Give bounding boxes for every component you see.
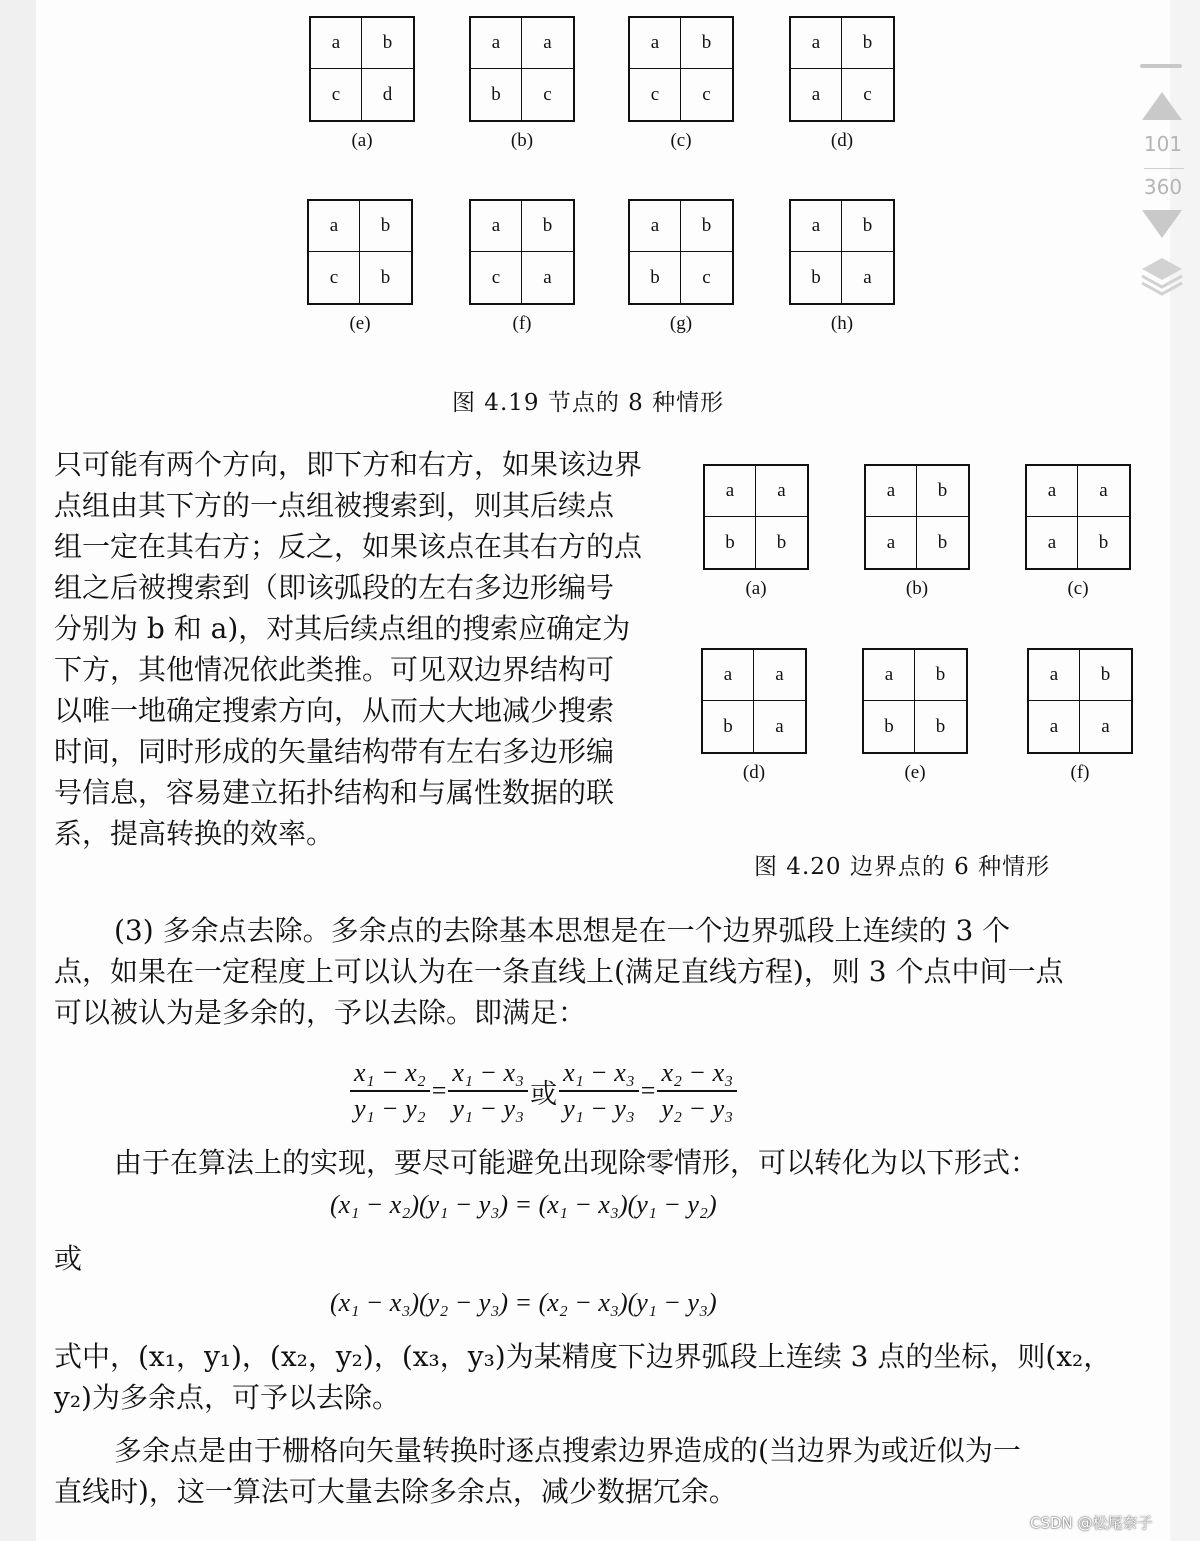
fraction-denominator: y₁ − y₃	[452, 1094, 525, 1123]
grid-cell: c	[702, 266, 711, 288]
grid-label: (e)	[349, 313, 371, 334]
grid-cell: c	[630, 69, 681, 120]
grid-2x2	[789, 16, 895, 122]
text-line: 式中，(x₁，y₁)，(x₂，y₂)，(x₃，y₃)为某精度下边界弧段上连续 3 点的坐标，则(x₂，	[54, 1340, 1112, 1373]
grid-cell: b	[681, 18, 732, 69]
grid-label: (a)	[351, 130, 373, 151]
figure-4-19-caption: 图 4.19 节点的 8 种情形	[452, 390, 725, 416]
text-line: 多余点是由于栅格向矢量转换时逐点搜索边界造成的(当边界为或近似为一	[114, 1434, 1021, 1467]
grid-cell: a	[311, 18, 362, 69]
grid-cell: b	[1080, 650, 1131, 701]
text-line: 号信息，容易建立拓扑结构和与属性数据的联	[54, 776, 615, 809]
text-line: 点，如果在一定程度上可以认为在一条直线上(满足直线方程)，则 3 个点中间一点	[54, 955, 1064, 988]
grid-cell: a	[863, 266, 872, 288]
grid-cell: d	[382, 83, 393, 105]
grid-label: (f)	[1070, 762, 1090, 783]
grid-cell: a	[471, 18, 522, 69]
grid-2x2	[1027, 648, 1133, 754]
text-line: 只可能有两个方向，即下方和右方，如果该边界	[54, 448, 643, 481]
current-page-number: 101	[1143, 132, 1183, 156]
grid-cell: b	[842, 18, 893, 69]
grid-cell: b	[380, 266, 391, 288]
grid-2x2	[864, 464, 970, 570]
grid-cell: a	[791, 18, 842, 69]
grid-2x2	[469, 16, 575, 122]
grid-cell: a	[756, 466, 807, 517]
fraction-1	[350, 1058, 430, 1124]
fraction-2	[448, 1058, 528, 1124]
grid-cell: b	[935, 715, 946, 737]
or-word: 或	[530, 1078, 558, 1110]
page-down-icon[interactable]	[1142, 210, 1182, 238]
grid-cell: a	[754, 650, 805, 701]
grid-label: (a)	[745, 578, 767, 599]
product-formula-1: (x₁ − x₂)(y₁ − y₃) = (x₁ − x₃)(y₁ − y₂)	[330, 1190, 717, 1219]
grid-2x2	[628, 199, 734, 305]
paragraph-2	[54, 910, 1063, 1033]
paragraph-5	[54, 1430, 1021, 1512]
grid-2x2	[307, 199, 413, 305]
grid-cell: a	[705, 466, 756, 517]
grid-cell: b	[791, 252, 842, 303]
grid-cell: b	[360, 201, 411, 252]
grid-cell: a	[1078, 466, 1129, 517]
text-line: 系，提高转换的效率。	[54, 817, 335, 850]
grid-cell: c	[471, 252, 522, 303]
grid-label: (b)	[905, 578, 929, 599]
grid-cell: c	[863, 83, 872, 105]
paragraph-3: 由于在算法上的实现，要尽可能避免出现除零情形，可以转化为以下形式：	[114, 1146, 1039, 1179]
grid-cell: c	[311, 69, 362, 120]
grid-cell: a	[630, 201, 681, 252]
fraction-denominator: y₂ − y₃	[661, 1094, 734, 1123]
grid-cell: b	[630, 252, 681, 303]
grid-cell: b	[1098, 531, 1109, 553]
text-line: 时间，同时形成的矢量结构带有左右多边形编	[54, 735, 615, 768]
paragraph-4	[54, 1336, 1111, 1418]
grid-cell: a	[1029, 701, 1080, 752]
grid-cell: a	[866, 466, 917, 517]
grid-cell: a	[864, 650, 915, 701]
grid-cell: a	[703, 650, 754, 701]
grid-cell: a	[866, 517, 917, 568]
text-line: 可以被认为是多余的，予以去除。即满足：	[54, 996, 587, 1029]
grid-label: (e)	[904, 762, 926, 783]
grid-cell: b	[362, 18, 413, 69]
grid-label: (c)	[670, 130, 692, 151]
grid-label: (d)	[830, 130, 854, 151]
fraction-numerator: x₁ − x₃	[559, 1058, 639, 1092]
text-line: 以唯一地确定搜索方向，从而大大地减少搜索	[54, 694, 615, 727]
scroll-handle[interactable]	[1140, 64, 1182, 68]
grid-cell: b	[471, 69, 522, 120]
product-formula-2: (x₁ − x₃)(y₂ − y₃) = (x₂ − x₃)(y₁ − y₃)	[330, 1288, 717, 1317]
text-line: 下方，其他情况依此类推。可见双边界结构可	[54, 653, 615, 686]
grid-cell: b	[937, 531, 948, 553]
text-line: 组之后被搜索到（即该弧段的左右多边形编号	[54, 571, 615, 604]
paragraph-1	[54, 444, 642, 854]
grid-cell: a	[791, 69, 842, 120]
text-line: 组一定在其右方；反之，如果该点在其右方的点	[54, 530, 643, 563]
grid-label: (b)	[510, 130, 534, 151]
text-line: 直线时)，这一算法可大量去除多余点，减少数据冗余。	[54, 1475, 737, 1508]
watermark: CSDN @松尾奈子	[1030, 1514, 1153, 1532]
fraction-numerator: x₁ − x₂	[350, 1058, 430, 1092]
grid-cell: a	[791, 201, 842, 252]
total-pages-number: 360	[1143, 175, 1183, 199]
fraction-denominator: y₁ − y₃	[563, 1094, 635, 1123]
fraction-numerator: x₁ − x₃	[448, 1058, 528, 1092]
layers-icon[interactable]	[1138, 252, 1186, 300]
figure-4-20-caption: 图 4.20 边界点的 6 种情形	[754, 854, 1051, 880]
page-number-divider	[1144, 168, 1184, 169]
grid-cell: a	[522, 18, 573, 69]
grid-cell: b	[703, 701, 754, 752]
grid-cell: b	[915, 650, 966, 701]
grid-2x2	[309, 16, 415, 122]
grid-cell: c	[543, 83, 552, 105]
equals-sign: =	[640, 1076, 656, 1105]
grid-cell: b	[522, 201, 573, 252]
text-line: (3) 多余点去除。多余点的去除基本思想是在一个边界弧段上连续的 3 个	[114, 914, 1011, 947]
grid-cell: a	[309, 201, 360, 252]
grid-cell: c	[309, 252, 360, 303]
grid-cell: a	[630, 18, 681, 69]
or-line: 或	[54, 1242, 83, 1275]
grid-cell: b	[681, 201, 732, 252]
equals-sign: =	[431, 1076, 447, 1105]
grid-2x2	[862, 648, 968, 754]
fraction-3	[559, 1058, 639, 1124]
grid-cell: a	[1027, 517, 1078, 568]
grid-label: (f)	[512, 313, 532, 334]
grid-cell: b	[917, 466, 968, 517]
grid-label: (c)	[1067, 578, 1089, 599]
grid-2x2	[469, 199, 575, 305]
fraction-denominator: y₁ − y₂	[354, 1094, 426, 1123]
text-line: 点组由其下方的一点组被搜索到，则其后续点	[54, 489, 615, 522]
grid-2x2	[703, 464, 809, 570]
grid-cell: c	[702, 83, 711, 105]
grid-2x2	[789, 199, 895, 305]
grid-cell: a	[471, 201, 522, 252]
grid-label: (d)	[742, 762, 766, 783]
ratio-formula	[350, 1058, 737, 1124]
grid-cell: b	[776, 531, 787, 553]
grid-label: (g)	[669, 313, 693, 334]
grid-cell: a	[1029, 650, 1080, 701]
text-line: y₂)为多余点，可予以去除。	[54, 1381, 400, 1414]
fraction-numerator: x₂ − x₃	[657, 1058, 737, 1092]
grid-cell: b	[864, 701, 915, 752]
grid-cell: a	[543, 266, 552, 288]
grid-cell: a	[775, 715, 784, 737]
grid-2x2	[701, 648, 807, 754]
grid-cell: b	[705, 517, 756, 568]
page-up-icon[interactable]	[1142, 92, 1182, 120]
grid-cell: b	[842, 201, 893, 252]
text-line: 分别为 b 和 a)，对其后续点组的搜索应确定为	[54, 612, 631, 645]
grid-label: (h)	[830, 313, 854, 334]
grid-2x2	[628, 16, 734, 122]
fraction-4	[657, 1058, 737, 1124]
left-gutter	[0, 0, 36, 1541]
grid-cell: a	[1101, 715, 1110, 737]
grid-2x2	[1025, 464, 1131, 570]
grid-cell: a	[1027, 466, 1078, 517]
